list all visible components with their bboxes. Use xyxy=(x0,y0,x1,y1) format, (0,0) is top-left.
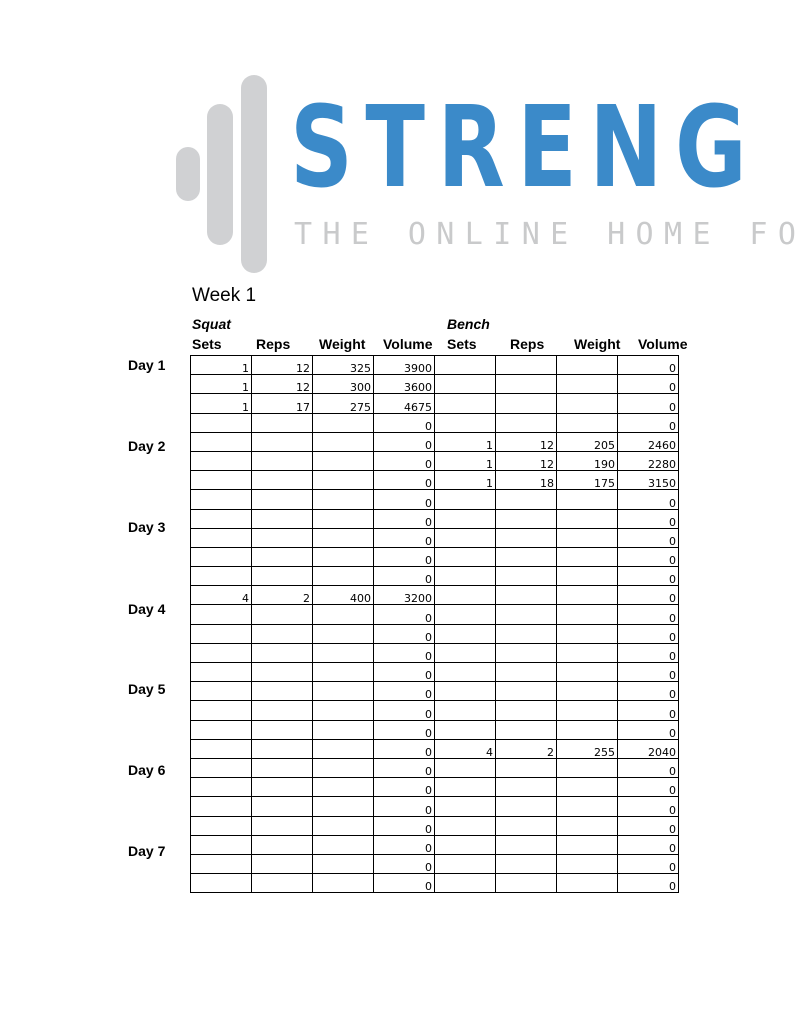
table-cell[interactable] xyxy=(435,509,496,528)
table-cell[interactable]: 0 xyxy=(374,471,435,490)
table-cell[interactable]: 0 xyxy=(374,413,435,432)
table-cell[interactable]: 3150 xyxy=(618,471,679,490)
table-cell[interactable] xyxy=(557,375,618,394)
day-label: Day 6 xyxy=(128,762,166,778)
table-row xyxy=(191,816,679,835)
table-cell[interactable] xyxy=(191,547,252,566)
table-cell[interactable] xyxy=(435,605,496,624)
table-cell[interactable] xyxy=(496,394,557,413)
table-cell[interactable] xyxy=(313,624,374,643)
table-cell[interactable] xyxy=(435,816,496,835)
table-cell[interactable]: 2 xyxy=(252,586,313,605)
table-cell[interactable]: 1 xyxy=(435,451,496,470)
table-cell[interactable]: 0 xyxy=(618,375,679,394)
table-cell[interactable]: 0 xyxy=(374,816,435,835)
table-cell[interactable] xyxy=(557,547,618,566)
table-cell[interactable] xyxy=(191,509,252,528)
table-cell[interactable]: 3900 xyxy=(374,356,435,375)
table-cell[interactable] xyxy=(252,643,313,662)
logo-brand-text: STRENG xyxy=(290,83,760,213)
table-cell[interactable] xyxy=(313,432,374,451)
table-cell[interactable]: 0 xyxy=(618,528,679,547)
table-cell[interactable]: 0 xyxy=(374,797,435,816)
table-cell[interactable] xyxy=(557,528,618,547)
col-header-bench-sets: Sets xyxy=(447,336,477,352)
table-cell[interactable] xyxy=(252,509,313,528)
table-cell[interactable]: 4 xyxy=(191,586,252,605)
table-cell[interactable]: 0 xyxy=(618,643,679,662)
table-cell[interactable]: 400 xyxy=(313,586,374,605)
table-cell[interactable] xyxy=(496,643,557,662)
table-cell[interactable]: 12 xyxy=(496,432,557,451)
table-cell[interactable] xyxy=(191,567,252,586)
table-cell[interactable]: 255 xyxy=(557,739,618,758)
table-cell[interactable] xyxy=(496,490,557,509)
table-cell[interactable] xyxy=(252,854,313,873)
table-cell[interactable] xyxy=(252,739,313,758)
table-cell[interactable] xyxy=(252,490,313,509)
table-cell[interactable] xyxy=(496,816,557,835)
table-row xyxy=(191,547,679,566)
table-row xyxy=(191,471,679,490)
table-cell[interactable]: 0 xyxy=(618,547,679,566)
exercise-name-bench: Bench xyxy=(447,316,490,332)
col-header-squat-reps: Reps xyxy=(256,336,291,352)
table-row xyxy=(191,528,679,547)
day-label: Day 2 xyxy=(128,438,166,454)
table-cell[interactable]: 0 xyxy=(618,586,679,605)
table-cell[interactable] xyxy=(313,854,374,873)
table-cell[interactable] xyxy=(313,682,374,701)
table-cell[interactable] xyxy=(557,682,618,701)
table-cell[interactable] xyxy=(252,413,313,432)
exercise-name-squat: Squat xyxy=(192,316,231,332)
table-cell[interactable] xyxy=(557,835,618,854)
table-cell[interactable]: 4 xyxy=(435,739,496,758)
table-cell[interactable]: 0 xyxy=(374,682,435,701)
table-cell[interactable]: 18 xyxy=(496,471,557,490)
table-cell[interactable] xyxy=(191,797,252,816)
table-cell[interactable] xyxy=(252,567,313,586)
table-cell[interactable] xyxy=(557,643,618,662)
table-cell[interactable] xyxy=(191,605,252,624)
table-cell[interactable] xyxy=(313,835,374,854)
table-cell[interactable] xyxy=(496,528,557,547)
table-cell[interactable]: 0 xyxy=(618,797,679,816)
table-row xyxy=(191,797,679,816)
logo-tagline: THE ONLINE HOME FO xyxy=(294,217,806,252)
col-header-bench-weight: Weight xyxy=(574,336,621,352)
table-row xyxy=(191,356,679,375)
col-header-bench-reps: Reps xyxy=(510,336,545,352)
table-cell[interactable] xyxy=(435,547,496,566)
table-cell[interactable] xyxy=(435,797,496,816)
table-cell[interactable] xyxy=(313,643,374,662)
table-cell[interactable] xyxy=(313,778,374,797)
table-cell[interactable] xyxy=(435,720,496,739)
table-cell[interactable]: 0 xyxy=(374,643,435,662)
table-cell[interactable] xyxy=(313,471,374,490)
table-row xyxy=(191,567,679,586)
table-cell[interactable]: 0 xyxy=(618,816,679,835)
table-cell[interactable] xyxy=(313,797,374,816)
table-cell[interactable] xyxy=(191,778,252,797)
table-cell[interactable] xyxy=(435,394,496,413)
table-cell[interactable] xyxy=(191,758,252,777)
table-cell[interactable]: 3200 xyxy=(374,586,435,605)
table-cell[interactable] xyxy=(435,854,496,873)
table-cell[interactable] xyxy=(496,624,557,643)
table-row xyxy=(191,451,679,470)
table-row xyxy=(191,643,679,662)
day-label: Day 4 xyxy=(128,601,166,617)
table-cell[interactable]: 0 xyxy=(618,682,679,701)
table-cell[interactable] xyxy=(435,778,496,797)
table-cell[interactable] xyxy=(191,701,252,720)
table-cell[interactable] xyxy=(435,356,496,375)
table-cell[interactable] xyxy=(557,586,618,605)
table-cell[interactable]: 0 xyxy=(374,739,435,758)
table-cell[interactable] xyxy=(496,797,557,816)
table-cell[interactable]: 275 xyxy=(313,394,374,413)
table-cell[interactable]: 0 xyxy=(618,490,679,509)
table-cell[interactable] xyxy=(313,413,374,432)
table-cell[interactable] xyxy=(557,778,618,797)
table-cell[interactable] xyxy=(496,835,557,854)
table-cell[interactable] xyxy=(252,816,313,835)
table-cell[interactable]: 0 xyxy=(618,701,679,720)
table-cell[interactable] xyxy=(313,605,374,624)
table-cell[interactable] xyxy=(313,720,374,739)
table-cell[interactable]: 0 xyxy=(374,835,435,854)
day-label: Day 5 xyxy=(128,681,166,697)
table-cell[interactable] xyxy=(252,663,313,682)
table-cell[interactable] xyxy=(313,509,374,528)
table-cell[interactable] xyxy=(252,720,313,739)
table-cell[interactable] xyxy=(557,874,618,893)
table-cell[interactable] xyxy=(496,375,557,394)
table-row xyxy=(191,701,679,720)
table-cell[interactable]: 1 xyxy=(435,432,496,451)
table-cell[interactable] xyxy=(313,567,374,586)
col-header-squat-sets: Sets xyxy=(192,336,222,352)
table-cell[interactable] xyxy=(252,605,313,624)
table-cell[interactable] xyxy=(557,356,618,375)
table-cell[interactable] xyxy=(496,701,557,720)
table-cell[interactable]: 17 xyxy=(252,394,313,413)
table-cell[interactable]: 0 xyxy=(618,413,679,432)
table-cell[interactable] xyxy=(496,567,557,586)
table-cell[interactable]: 0 xyxy=(374,701,435,720)
table-cell[interactable] xyxy=(252,547,313,566)
table-cell[interactable] xyxy=(435,835,496,854)
table-cell[interactable] xyxy=(313,758,374,777)
table-cell[interactable] xyxy=(313,874,374,893)
table-cell[interactable] xyxy=(496,356,557,375)
table-cell[interactable]: 2460 xyxy=(618,432,679,451)
table-cell[interactable] xyxy=(557,567,618,586)
table-cell[interactable]: 0 xyxy=(374,720,435,739)
table-cell[interactable] xyxy=(252,471,313,490)
table-cell[interactable] xyxy=(191,816,252,835)
table-cell[interactable] xyxy=(313,528,374,547)
table-row xyxy=(191,490,679,509)
table-cell[interactable]: 0 xyxy=(374,509,435,528)
table-cell[interactable] xyxy=(252,835,313,854)
table-cell[interactable] xyxy=(496,874,557,893)
table-cell[interactable]: 0 xyxy=(374,624,435,643)
table-cell[interactable] xyxy=(557,663,618,682)
table-cell[interactable]: 1 xyxy=(191,394,252,413)
table-row xyxy=(191,394,679,413)
table-row xyxy=(191,624,679,643)
table-cell[interactable] xyxy=(557,816,618,835)
table-row xyxy=(191,739,679,758)
table-cell[interactable] xyxy=(496,682,557,701)
table-cell[interactable]: 0 xyxy=(618,835,679,854)
table-cell[interactable]: 0 xyxy=(618,567,679,586)
table-cell[interactable] xyxy=(557,624,618,643)
table-cell[interactable]: 0 xyxy=(618,356,679,375)
table-row xyxy=(191,682,679,701)
table-cell[interactable] xyxy=(191,624,252,643)
table-cell[interactable]: 0 xyxy=(618,720,679,739)
table-row xyxy=(191,413,679,432)
table-row xyxy=(191,375,679,394)
table-cell[interactable] xyxy=(557,490,618,509)
table-cell[interactable] xyxy=(252,451,313,470)
table-cell[interactable] xyxy=(496,758,557,777)
table-cell[interactable] xyxy=(252,701,313,720)
table-cell[interactable]: 4675 xyxy=(374,394,435,413)
table-cell[interactable] xyxy=(252,682,313,701)
table-cell[interactable]: 190 xyxy=(557,451,618,470)
table-cell[interactable] xyxy=(191,413,252,432)
table-cell[interactable] xyxy=(435,624,496,643)
table-cell[interactable] xyxy=(252,758,313,777)
table-cell[interactable]: 1 xyxy=(191,375,252,394)
table-cell[interactable] xyxy=(313,663,374,682)
table-cell[interactable] xyxy=(252,624,313,643)
table-cell[interactable]: 2040 xyxy=(618,739,679,758)
table-cell[interactable] xyxy=(313,490,374,509)
table-cell[interactable] xyxy=(557,413,618,432)
table-cell[interactable] xyxy=(191,490,252,509)
col-header-squat-volume: Volume xyxy=(383,336,433,352)
dumbbell-bars-icon xyxy=(0,0,290,290)
table-cell[interactable] xyxy=(435,413,496,432)
table-cell[interactable] xyxy=(435,663,496,682)
table-cell[interactable] xyxy=(496,778,557,797)
table-cell[interactable] xyxy=(496,854,557,873)
table-cell[interactable] xyxy=(252,778,313,797)
table-cell[interactable]: 0 xyxy=(374,567,435,586)
table-cell[interactable] xyxy=(252,797,313,816)
table-cell[interactable] xyxy=(557,509,618,528)
table-cell[interactable]: 0 xyxy=(374,528,435,547)
table-cell[interactable] xyxy=(435,567,496,586)
table-cell[interactable]: 12 xyxy=(252,375,313,394)
table-cell[interactable] xyxy=(557,394,618,413)
table-cell[interactable] xyxy=(435,643,496,662)
table-cell[interactable]: 205 xyxy=(557,432,618,451)
table-cell[interactable] xyxy=(557,701,618,720)
table-cell[interactable] xyxy=(191,854,252,873)
table-cell[interactable] xyxy=(252,432,313,451)
table-cell[interactable] xyxy=(191,720,252,739)
table-cell[interactable]: 1 xyxy=(435,471,496,490)
table-cell[interactable] xyxy=(435,490,496,509)
table-cell[interactable] xyxy=(496,605,557,624)
table-cell[interactable]: 0 xyxy=(374,547,435,566)
col-header-squat-weight: Weight xyxy=(319,336,366,352)
table-row xyxy=(191,778,679,797)
table-cell[interactable] xyxy=(496,720,557,739)
table-cell[interactable] xyxy=(252,528,313,547)
table-cell[interactable] xyxy=(557,605,618,624)
table-row xyxy=(191,874,679,893)
table-cell[interactable] xyxy=(191,643,252,662)
table-row xyxy=(191,509,679,528)
table-cell[interactable] xyxy=(191,835,252,854)
table-cell[interactable] xyxy=(191,528,252,547)
table-cell[interactable] xyxy=(313,451,374,470)
table-cell[interactable] xyxy=(191,739,252,758)
table-cell[interactable]: 2 xyxy=(496,739,557,758)
table-cell[interactable]: 300 xyxy=(313,375,374,394)
table-cell[interactable]: 0 xyxy=(374,663,435,682)
table-cell[interactable] xyxy=(496,663,557,682)
table-cell[interactable]: 0 xyxy=(374,605,435,624)
table-cell[interactable]: 0 xyxy=(618,854,679,873)
table-cell[interactable]: 0 xyxy=(618,663,679,682)
table-cell[interactable] xyxy=(313,547,374,566)
table-cell[interactable] xyxy=(313,739,374,758)
table-cell[interactable] xyxy=(191,432,252,451)
table-cell[interactable]: 0 xyxy=(374,778,435,797)
table-cell[interactable] xyxy=(313,816,374,835)
table-row xyxy=(191,854,679,873)
table-cell[interactable]: 0 xyxy=(374,432,435,451)
table-cell[interactable]: 12 xyxy=(252,356,313,375)
table-cell[interactable] xyxy=(252,874,313,893)
table-cell[interactable] xyxy=(191,451,252,470)
table-cell[interactable]: 3600 xyxy=(374,375,435,394)
table-cell[interactable] xyxy=(435,586,496,605)
table-cell[interactable] xyxy=(557,854,618,873)
day-label: Day 3 xyxy=(128,519,166,535)
table-cell[interactable]: 0 xyxy=(618,605,679,624)
table-row xyxy=(191,663,679,682)
table-cell[interactable]: 325 xyxy=(313,356,374,375)
table-cell[interactable] xyxy=(191,471,252,490)
table-cell[interactable] xyxy=(191,682,252,701)
table-cell[interactable]: 175 xyxy=(557,471,618,490)
table-row xyxy=(191,432,679,451)
table-cell[interactable] xyxy=(435,758,496,777)
workout-log-table xyxy=(190,355,679,893)
table-cell[interactable] xyxy=(191,874,252,893)
table-cell[interactable]: 0 xyxy=(374,758,435,777)
table-cell[interactable] xyxy=(557,720,618,739)
table-cell[interactable]: 1 xyxy=(191,356,252,375)
table-cell[interactable] xyxy=(435,701,496,720)
table-cell[interactable]: 0 xyxy=(374,490,435,509)
table-cell[interactable] xyxy=(435,874,496,893)
table-cell[interactable] xyxy=(435,528,496,547)
day-label: Day 1 xyxy=(128,357,166,373)
table-cell[interactable] xyxy=(435,682,496,701)
brand-logo xyxy=(0,0,806,290)
table-cell[interactable] xyxy=(557,797,618,816)
table-cell[interactable]: 12 xyxy=(496,451,557,470)
table-cell[interactable] xyxy=(191,663,252,682)
week-title: Week 1 xyxy=(192,285,257,306)
table-cell[interactable]: 0 xyxy=(374,874,435,893)
table-cell[interactable]: 0 xyxy=(618,758,679,777)
table-cell[interactable]: 0 xyxy=(618,778,679,797)
table-cell[interactable]: 0 xyxy=(618,874,679,893)
table-cell[interactable] xyxy=(557,758,618,777)
table-cell[interactable] xyxy=(496,586,557,605)
table-cell[interactable] xyxy=(496,547,557,566)
table-cell[interactable]: 2280 xyxy=(618,451,679,470)
table-cell[interactable] xyxy=(496,413,557,432)
table-row xyxy=(191,720,679,739)
table-row xyxy=(191,835,679,854)
table-row xyxy=(191,586,679,605)
table-cell[interactable] xyxy=(496,509,557,528)
table-cell[interactable] xyxy=(435,375,496,394)
table-cell[interactable] xyxy=(313,701,374,720)
table-cell[interactable]: 0 xyxy=(374,451,435,470)
table-cell[interactable]: 0 xyxy=(618,509,679,528)
table-cell[interactable]: 0 xyxy=(618,624,679,643)
table-row xyxy=(191,758,679,777)
col-header-bench-volume: Volume xyxy=(638,336,688,352)
table-cell[interactable]: 0 xyxy=(374,854,435,873)
table-cell[interactable]: 0 xyxy=(618,394,679,413)
day-label: Day 7 xyxy=(128,843,166,859)
table-row xyxy=(191,605,679,624)
